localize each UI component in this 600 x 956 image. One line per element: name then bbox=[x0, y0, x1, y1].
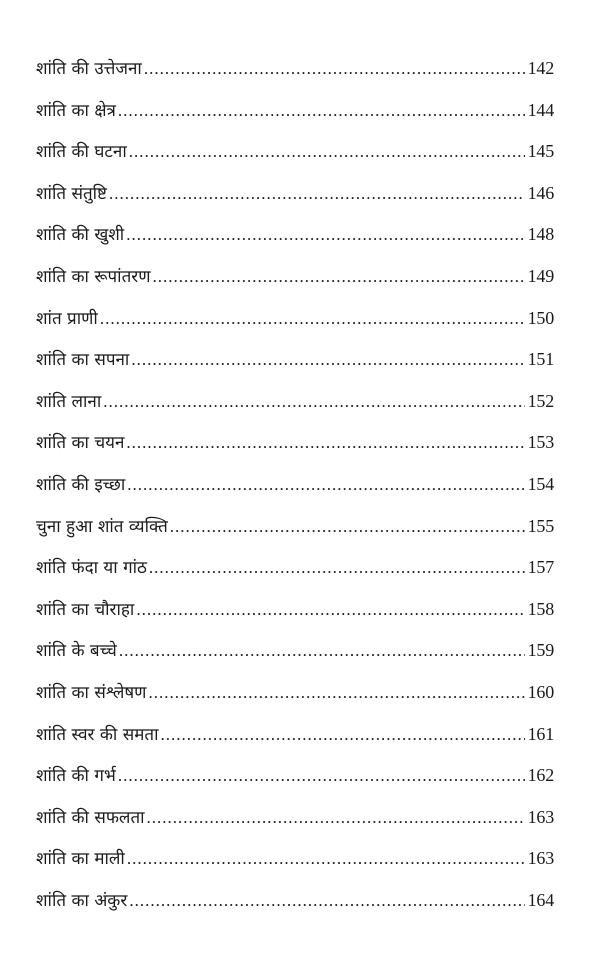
entry-page-number: 161 bbox=[527, 723, 554, 744]
dot-leader bbox=[148, 672, 524, 714]
entry-page-number: 153 bbox=[527, 432, 554, 453]
dot-leader bbox=[126, 214, 524, 256]
entry-page-number: 148 bbox=[527, 224, 554, 245]
entry-page-number: 162 bbox=[527, 765, 554, 786]
toc-entry bbox=[36, 672, 554, 714]
toc-entry bbox=[36, 755, 554, 797]
dot-leader bbox=[129, 131, 525, 173]
entry-page-number: 155 bbox=[527, 515, 554, 536]
entry-page-number: 158 bbox=[527, 598, 554, 619]
dot-leader bbox=[126, 422, 524, 464]
dot-leader bbox=[127, 464, 524, 506]
entry-title: शांति की उत्तेजना bbox=[36, 59, 142, 79]
dot-leader bbox=[127, 838, 525, 880]
entry-title: शांति की इच्छा bbox=[36, 474, 126, 495]
dot-leader bbox=[136, 589, 524, 631]
toc-entry bbox=[36, 714, 554, 756]
toc-entry bbox=[36, 880, 554, 922]
entry-title: शांति का चयन bbox=[36, 433, 125, 454]
entry-title: शांति का संश्लेषण bbox=[36, 682, 147, 703]
entry-page-number: 163 bbox=[527, 848, 554, 869]
entry-title: शांति की घटना bbox=[36, 142, 127, 163]
toc-entry bbox=[36, 298, 554, 340]
entry-page-number: 157 bbox=[527, 557, 554, 578]
entry-title: शांत प्राणी bbox=[36, 308, 98, 329]
table-of-contents bbox=[36, 48, 554, 921]
dot-leader bbox=[109, 173, 525, 215]
dot-leader bbox=[147, 797, 525, 839]
entry-title: शांति के बच्चे bbox=[36, 641, 117, 662]
toc-entry bbox=[36, 797, 554, 839]
dot-leader bbox=[170, 506, 525, 548]
entry-title: शांति संतुष्टि bbox=[36, 183, 107, 204]
toc-entry bbox=[36, 464, 554, 506]
toc-entry bbox=[36, 48, 554, 90]
entry-page-number: 159 bbox=[527, 640, 554, 661]
entry-page-number: 164 bbox=[527, 889, 554, 910]
toc-entry bbox=[36, 547, 554, 589]
toc-entry bbox=[36, 506, 554, 548]
toc-entry bbox=[36, 589, 554, 631]
toc-entry bbox=[36, 173, 554, 215]
toc-entry bbox=[36, 90, 554, 132]
toc-entry bbox=[36, 422, 554, 464]
entry-title: शांति का रूपांतरण bbox=[36, 266, 151, 287]
dot-leader bbox=[149, 547, 525, 589]
dot-leader bbox=[118, 90, 525, 132]
toc-entry bbox=[36, 256, 554, 298]
entry-page-number: 145 bbox=[527, 141, 554, 162]
dot-leader bbox=[118, 755, 525, 797]
entry-page-number: 160 bbox=[527, 681, 554, 702]
entry-page-number: 163 bbox=[527, 806, 554, 827]
entry-title: शांति की खुशी bbox=[36, 225, 125, 246]
toc-entry bbox=[36, 214, 554, 256]
entry-title: शांति की गर्भ bbox=[36, 766, 116, 787]
toc-entry bbox=[36, 838, 554, 880]
dot-leader bbox=[153, 256, 525, 298]
entry-page-number: 150 bbox=[527, 307, 554, 328]
entry-title: शांति स्वर की समता bbox=[36, 724, 159, 745]
toc-entry bbox=[36, 381, 554, 423]
dot-leader bbox=[129, 880, 524, 922]
dot-leader bbox=[131, 339, 524, 381]
entry-title: चुना हुआ शांत व्यक्ति bbox=[36, 516, 168, 537]
toc-entry bbox=[36, 630, 554, 672]
dot-leader bbox=[100, 298, 525, 340]
entry-page-number: 142 bbox=[527, 58, 554, 78]
dot-leader bbox=[161, 714, 525, 756]
entry-title: शांति का क्षेत्र bbox=[36, 100, 116, 121]
entry-title: शांति का माली bbox=[36, 849, 125, 870]
entry-page-number: 151 bbox=[527, 349, 554, 370]
dot-leader bbox=[119, 630, 525, 672]
entry-title: शांति का सपना bbox=[36, 350, 130, 371]
entry-title: शांति फंदा या गांठ bbox=[36, 558, 147, 579]
entry-page-number: 154 bbox=[527, 473, 554, 494]
entry-title: शांति का चौराहा bbox=[36, 599, 135, 620]
toc-entry bbox=[36, 339, 554, 381]
entry-title: शांति का अंकुर bbox=[36, 890, 128, 911]
entry-title: शांति की सफलता bbox=[36, 807, 145, 828]
entry-page-number: 149 bbox=[527, 265, 554, 286]
entry-title: शांति लाना bbox=[36, 391, 102, 412]
dot-leader bbox=[103, 381, 524, 423]
dot-leader bbox=[144, 48, 525, 90]
entry-page-number: 144 bbox=[527, 99, 554, 120]
entry-page-number: 146 bbox=[527, 182, 554, 203]
toc-entry bbox=[36, 131, 554, 173]
entry-page-number: 152 bbox=[527, 390, 554, 411]
